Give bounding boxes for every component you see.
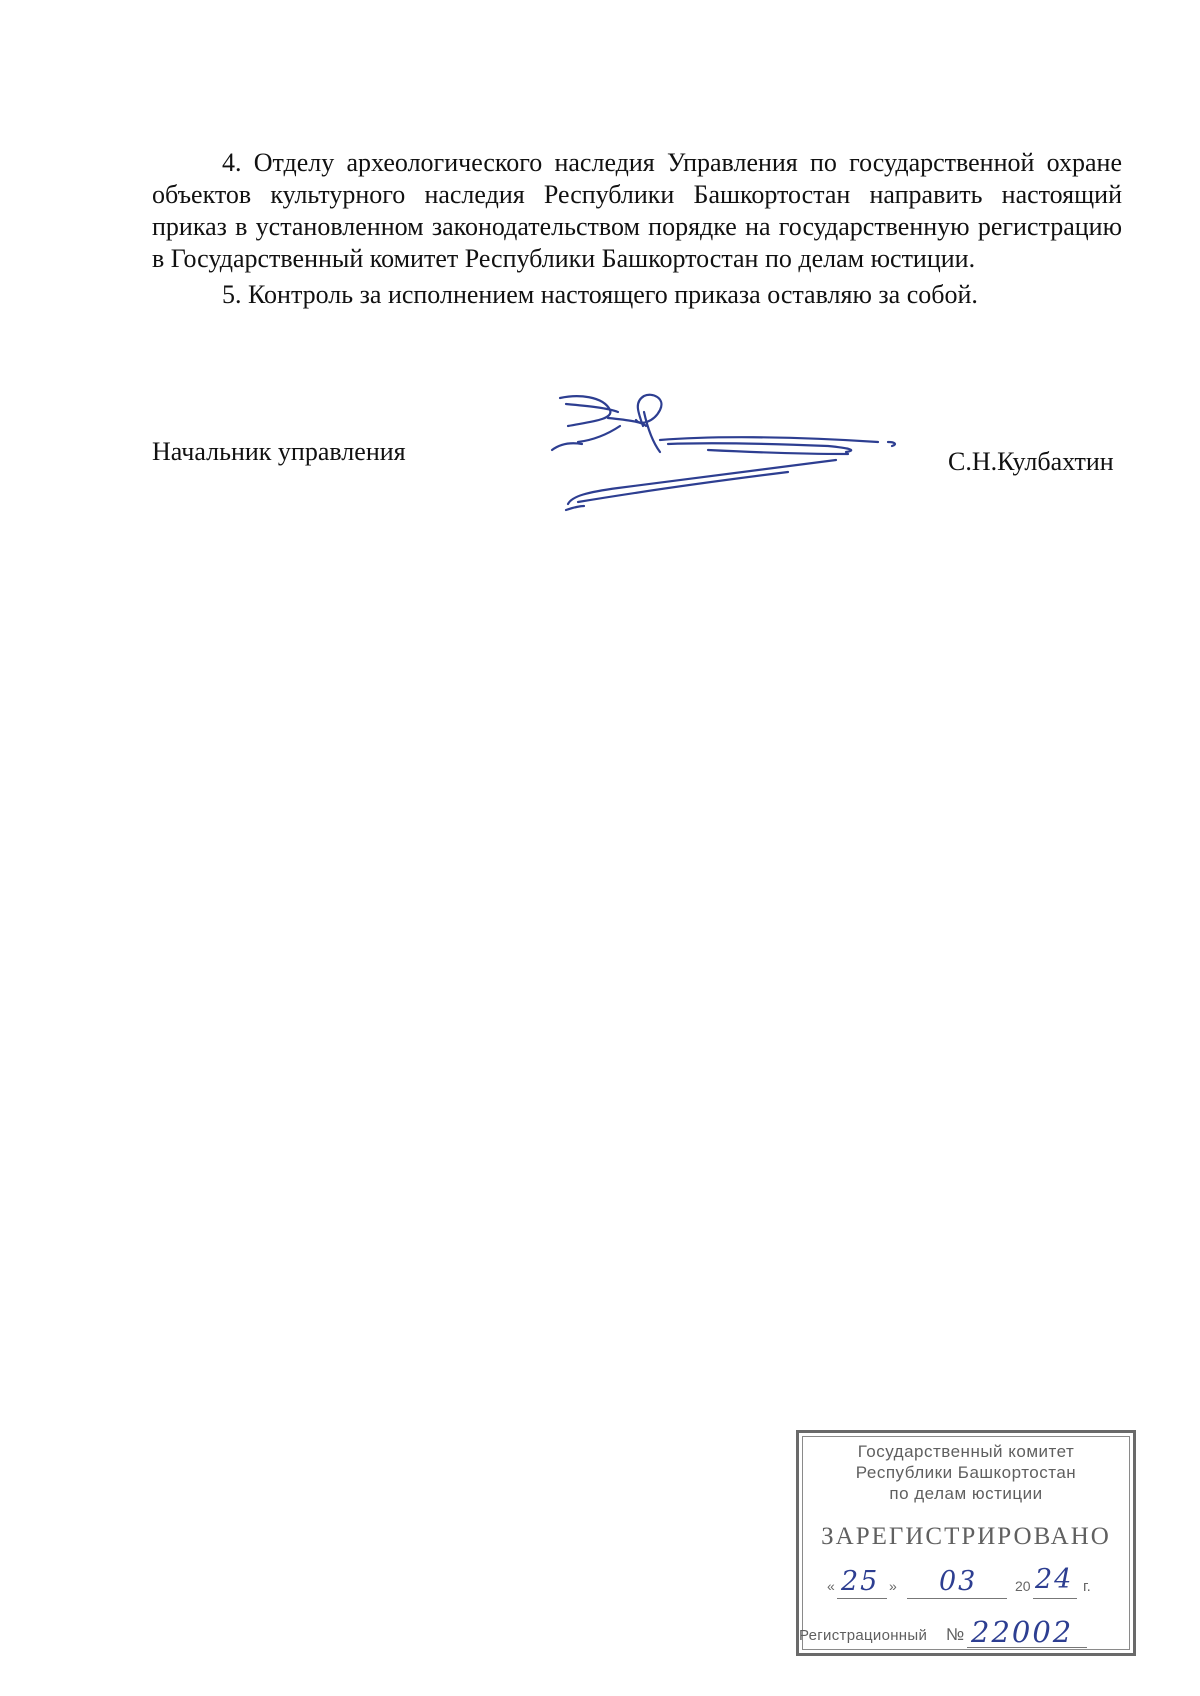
date-year-line <box>1033 1598 1077 1599</box>
paragraph-5: 5. Контроль за исполнением настоящего приказа оставляю за собой. <box>222 280 978 309</box>
stamp-no-sign: № <box>946 1625 965 1644</box>
date-open-quote: « <box>827 1578 835 1594</box>
date-year-suffix: 24 <box>1035 1564 1074 1595</box>
date-year-unit: г. <box>1083 1578 1091 1595</box>
date-month: 03 <box>939 1566 978 1597</box>
paragraph-4: 4. Отделу археологического наследия Управления по государственной охране объектов культурного наследия Республики Башкортостан направить настоящий приказ в установленном законодательством порядке на государственную регистрацию в Государственный комитет Республики Башкортостан по делам юстиции. <box>152 148 1122 273</box>
date-day: 25 <box>841 1566 880 1597</box>
signatory-title: Начальник управления <box>152 437 406 466</box>
stamp-org-line-2: Республики Башкортостан <box>855 1463 1077 1482</box>
date-month-line <box>907 1598 1007 1599</box>
document-body <box>152 147 1122 311</box>
stamp-org-line-1: Государственный комитет <box>857 1442 1075 1461</box>
stamp-registration-number <box>799 1615 1129 1651</box>
stamp-date <box>827 1564 1127 1604</box>
stamp-title: ЗАРЕГИСТРИРОВАНО <box>821 1523 1111 1550</box>
stamp-org-line-3: по делам юстиции <box>889 1484 1043 1503</box>
date-day-line <box>837 1598 887 1599</box>
handwritten-signature <box>548 392 918 514</box>
signatory-name: С.Н.Кулбахтин <box>948 447 1114 476</box>
date-year-prefix: 20 <box>1015 1578 1031 1594</box>
registration-stamp <box>796 1430 1136 1656</box>
stamp-reg-label: Регистрационный <box>799 1627 928 1644</box>
date-close-quote: » <box>889 1578 897 1594</box>
reg-number: 22002 <box>971 1615 1074 1649</box>
